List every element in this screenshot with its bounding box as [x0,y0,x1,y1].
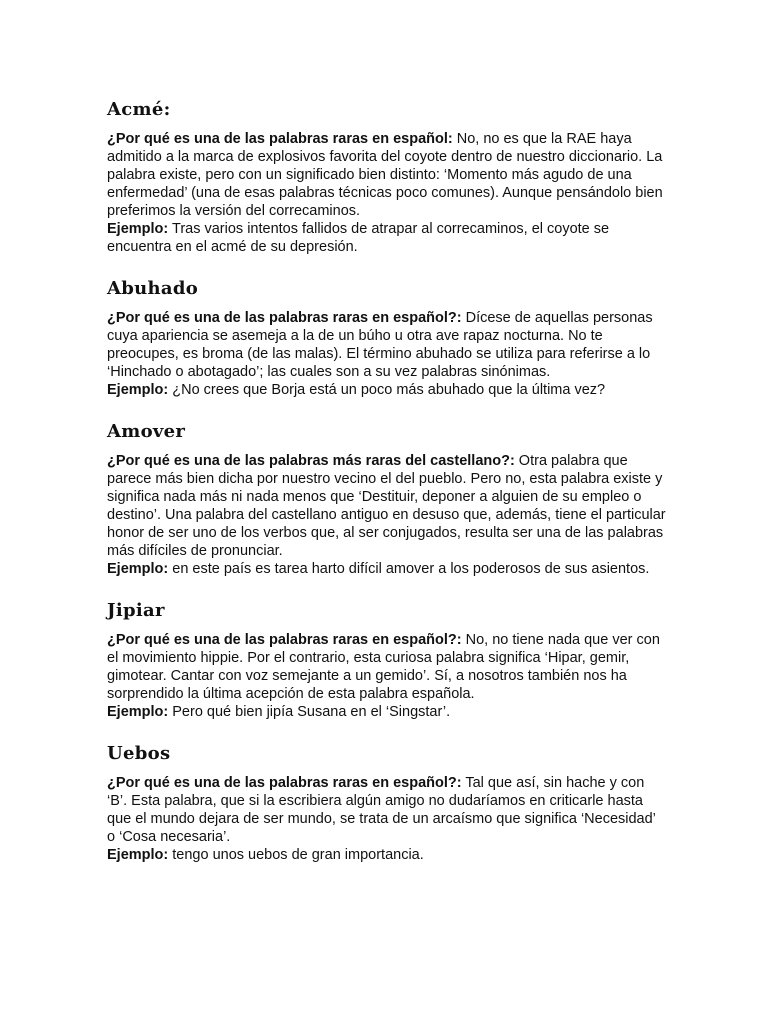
entry-question [107,452,667,578]
example-text: en este país es tarea harto difícil amover a los poderosos de sus asientos. [168,561,650,577]
document-page [107,98,667,885]
entry-question [107,774,667,864]
entry-question [107,130,667,256]
question-text: Otra palabra que parece más bien dicha por nuestro vecino el del pueblo. Pero no, esta palabra existe y significa nada más ni nada menos que ‘Destituir, deponer a alguien de su empleo o destino’. Una palabra del castellano antiguo en desuso que, además, tiene el particular honor de ser uno de los verbos que, al ser conjugados, resulta ser una de las palabras más difíciles de pronunciar. [107,453,666,559]
entry-question [107,309,667,399]
example-label: Ejemplo: [107,704,169,720]
entry-title: Jipiar [107,600,165,621]
example-text: ¿No crees que Borja está un poco más abuhado que la última vez? [168,382,606,398]
entry-amover [107,420,667,578]
entry-jipiar [107,599,667,721]
entry-acme [107,98,667,256]
example-text: tengo unos uebos de gran importancia. [168,847,424,863]
entry-uebos [107,742,667,864]
question-text: No, no tiene nada que ver con el movimiento hippie. Por el contrario, esta curiosa palabra significa ‘Hipar, gemir, gimotear. Cantar con voz semejante a un gemido’. Sí, a nosotros también nos ha sorprendido la última acepción de esta palabra española. [107,632,660,702]
example-text: Pero qué bien jipía Susana en el ‘Singstar’. [168,704,451,720]
entry-abuhado [107,277,667,399]
example-label: Ejemplo: [107,561,169,577]
entry-title: Abuhado [107,278,199,299]
entry-title: Acmé: [107,99,171,120]
example-label: Ejemplo: [107,221,169,237]
question-label: ¿Por qué es una de las palabras más raras del castellano?: [107,453,515,469]
question-label: ¿Por qué es una de las palabras raras en español?: [107,775,462,791]
entry-question [107,631,667,721]
example-text: Tras varios intentos fallidos de atrapar al correcaminos, el coyote se encuentra en el acmé de su depresión. [107,221,610,255]
example-label: Ejemplo: [107,847,169,863]
entry-title: Uebos [107,743,171,764]
question-label: ¿Por qué es una de las palabras raras en español: [107,131,453,147]
question-label: ¿Por qué es una de las palabras raras en español?: [107,310,462,326]
example-label: Ejemplo: [107,382,169,398]
entry-title: Amover [107,421,186,442]
question-label: ¿Por qué es una de las palabras raras en español?: [107,632,462,648]
question-text: Tal que así, sin hache y con ‘B’. Esta palabra, que si la escribiera algún amigo no dudaríamos en criticarle hasta que el mundo dejara de ser mundo, se trata de un arcaísmo que significa ‘Necesidad’ o ‘Cosa necesaria’. [107,775,656,845]
question-text: Dícese de aquellas personas cuya apariencia se asemeja a la de un búho u otra ave rapaz nocturna. No te preocupes, es broma (de las malas). El término abuhado se utiliza para referirse a lo ‘Hinchado o abotagado’; las cuales son a su vez palabras sinónimas. [107,310,653,380]
question-text: No, no es que la RAE haya admitido a la marca de explosivos favorita del coyote dentro de nuestro diccionario. La palabra existe, pero con un significado bien distinto: ‘Momento más agudo de una enfermedad’ (una de esas palabras técnicas poco comunes). Aunque pensándolo bien preferimos la versión del correcaminos. [107,131,663,219]
